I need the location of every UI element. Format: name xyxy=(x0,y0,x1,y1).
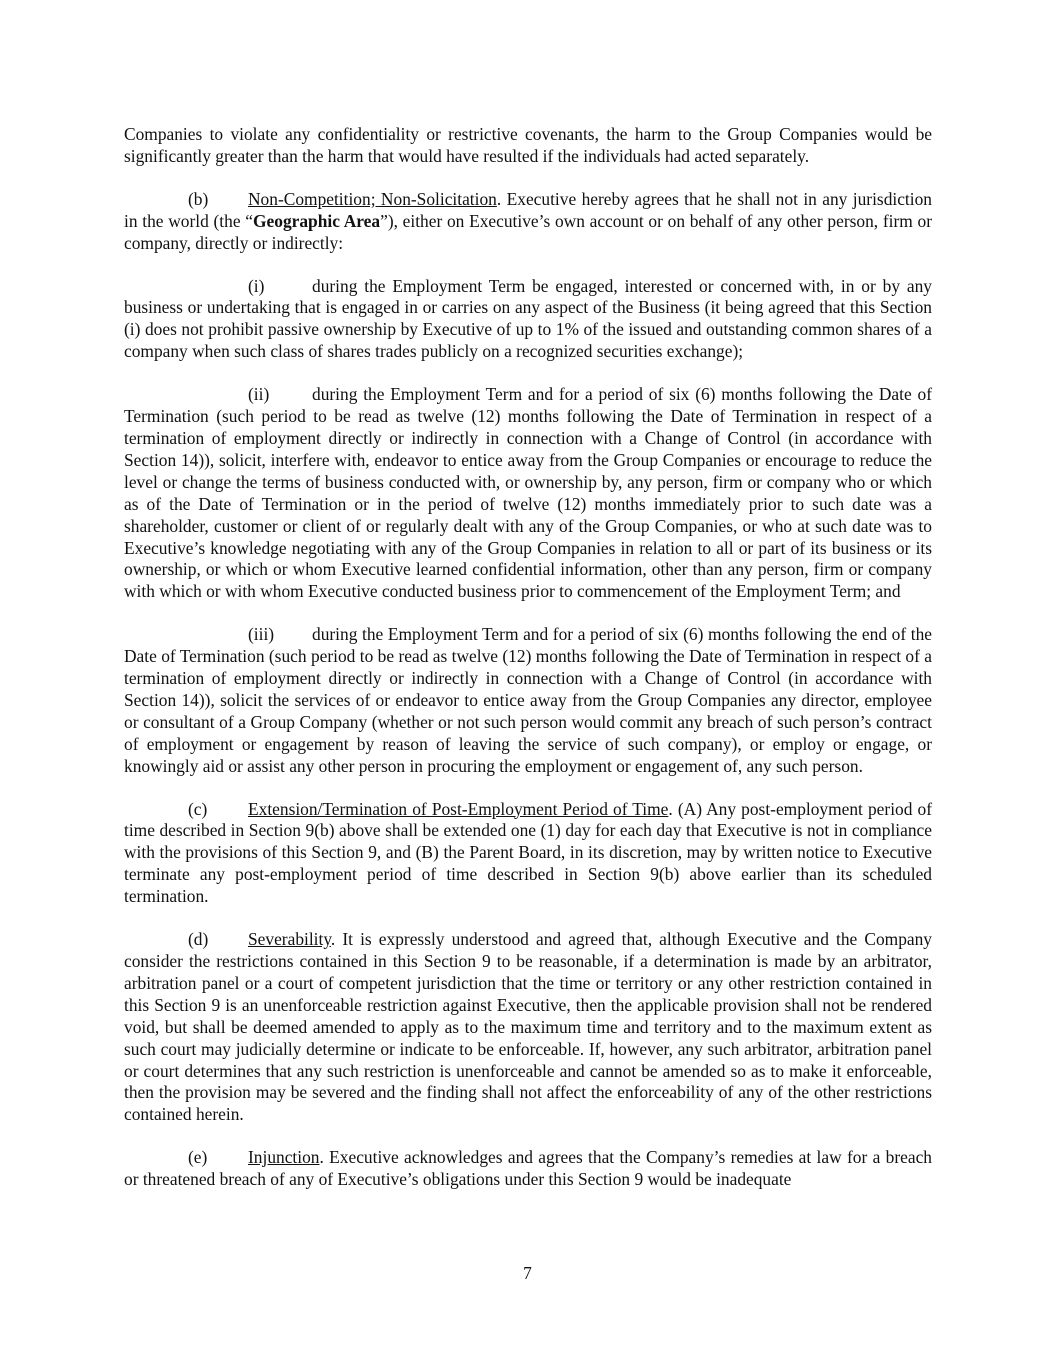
page-number: 7 xyxy=(523,1263,532,1283)
paragraph-b-i xyxy=(124,276,932,364)
paragraph-b-heading: Non-Competition; Non-Solicitation xyxy=(248,188,497,209)
paragraph-b-text-1: . Executive hereby agrees that he shall not in any jurisdiction in the world (the “ xyxy=(124,188,932,231)
paragraph-b-ii xyxy=(124,384,932,603)
paragraph-e xyxy=(124,1147,932,1191)
paragraph-c-marker: (c) xyxy=(188,798,208,819)
paragraph-d-text: . It is expressly understood and agreed that, although Executive and the Company consider the restrictions contained in this Section 9 to be reasonable, if a determination is made by an arbitrator, arbitration panel or a court of competent jurisdiction that the time or territory or any other restriction contained in this Section 9 is an unenforceable restriction against Executive, then the applicable provision shall not be rendered void, but shall be deemed amended to apply as to the maximum time and territory and to the maximum extent as such court may judicially determine or indicate to be enforceable. If, however, any such arbitrator, arbitration panel or court determines that any such restriction is unenforceable and cannot be amended so as to make it enforceable, then the provision may be severed and the finding shall not affect the enforceability of any of the other restrictions contained herein. xyxy=(124,929,932,1125)
paragraph-e-heading: Injunction xyxy=(248,1147,320,1168)
paragraph-b-iii-text: during the Employment Term and for a period of six (6) months following the end of the Date of Termination (such period to be read as twelve (12) months following the Date of Termination in respect of a termination of employment directly or indirectly in connection with a Change of Control (in accordance with Section 14)), solicit the services of or endeavor to entice away from the Group Companies any director, employee or consultant of a Group Company (whether or not such person would commit any breach of such person’s contract of employment or engagement by reason of leaving the service of such company), or employ or engage, or knowingly aid or assist any other person in procuring the employment or engagement of, any such person. xyxy=(124,624,932,776)
paragraph-e-marker: (e) xyxy=(188,1147,208,1168)
paragraph-d-heading: Severability xyxy=(248,929,331,950)
document-page xyxy=(124,124,932,1212)
paragraph-e-text: . Executive acknowledges and agrees that the Company’s remedies at law for a breach or threatened breach of any of Executive’s obligations under this Section 9 would be inadequate xyxy=(124,1147,932,1190)
paragraph-continuation: Companies to violate any confidentiality or restrictive covenants, the harm to the Group Companies would be significantly greater than the harm that would have resulted if the individuals had acted separately. xyxy=(124,124,932,166)
paragraph-b xyxy=(124,189,932,255)
paragraph-b-defined-term: Geographic Area xyxy=(253,210,381,231)
paragraph-d xyxy=(124,929,932,1126)
paragraph-c-text: . (A) Any post-employment period of time described in Section 9(b) above shall be extended one (1) day for each day that Executive is not in compliance with the provisions of this Section 9, and (B) the Parent Board, in its discretion, may by written notice to Executive terminate any post-employment period of time described in Section 9(b) above earlier than its scheduled termination. xyxy=(124,798,932,907)
paragraph-b-i-marker: (i) xyxy=(248,275,265,296)
paragraph-b-marker: (b) xyxy=(188,188,209,209)
paragraph-d-marker: (d) xyxy=(188,929,209,950)
paragraph-c xyxy=(124,799,932,909)
paragraph-c-heading: Extension/Termination of Post-Employment Period of Time xyxy=(248,798,669,819)
paragraph-b-text-2: ”), either on Executive’s own account or on behalf of any other person, firm or company, directly or indirectly: xyxy=(124,210,932,253)
paragraph-b-i-text: during the Employment Term be engaged, interested or concerned with, in or by any business or undertaking that is engaged in or carries on any aspect of the Business (it being agreed that this Section (i) does not prohibit passive ownership by Executive of up to 1% of the issued and outstanding common shares of a company when such class of shares trades publicly on a recognized securities exchange); xyxy=(124,275,932,362)
paragraph-b-ii-text: during the Employment Term and for a period of six (6) months following the Date of Termination (such period to be read as twelve (12) months following the Date of Termination in respect of a termination of employment directly or indirectly in connection with a Change of Control (in accordance with Section 14)), solicit, interfere with, endeavor to entice away from the Group Companies or encourage to reduce the level or change the terms of business conducted with, or ownership by, any person, firm or company who or which as of the Date of Termination or in the period of twelve (12) months immediately prior to such date was a shareholder, customer or client of or regularly dealt with any of the Group Companies, or who at such date was to Executive’s knowledge negotiating with any of the Group Companies in relation to all or part of its business or its ownership, or which or whom Executive learned confidential information, other than any person, firm or company with which or with whom Executive conducted business prior to commencement of the Employment Term; and xyxy=(124,384,932,602)
paragraph-b-iii-marker: (iii) xyxy=(248,624,275,645)
paragraph-b-ii-marker: (ii) xyxy=(248,384,270,405)
paragraph-b-iii xyxy=(124,624,932,777)
